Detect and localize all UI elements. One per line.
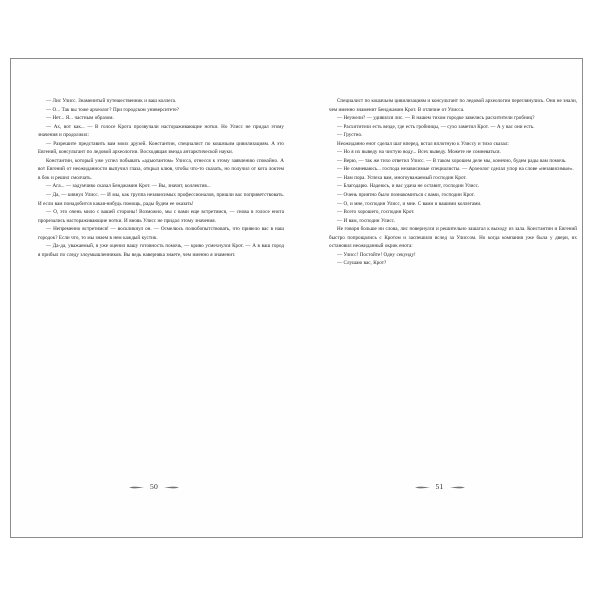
paragraph: — Улисс! Постойте! Одну секунду! bbox=[337, 251, 416, 258]
book-page-left bbox=[11, 59, 297, 537]
page-number: 51 bbox=[435, 482, 444, 492]
folio-ornament-right-icon bbox=[450, 486, 465, 489]
paragraph: — Нам пора. Успеха вам, многоуважаемый господин Крот. bbox=[337, 174, 467, 181]
paragraph: — Не сомневаюсь... господа независимые специалисты. — Археолог сделал упор на слове «независимые». bbox=[337, 166, 574, 173]
paragraph: — О, и мне, господин Улисс, и мне. С вами и вашими коллегами. bbox=[337, 200, 482, 207]
paragraph: — Разрешите представить вам моих друзей. Константин, специалист по кошачьим цивилизациям. А это Евгений, консультант по ледовой археологии. Восходящая звезда антарктической науки. bbox=[38, 140, 284, 156]
paragraph: — Очень приятно было познакомиться с вами, господин Крот. bbox=[337, 192, 475, 199]
paragraph: Не говоря больше ни слова, лис повернулся и решительно зашагал к выходу из зала. Константин и Евгений быстро попрощались с Кротом и заспешили вслед за Улиссом. Но когда компания уже была у двери, их остановил неожиданный окрик енота: bbox=[329, 226, 577, 250]
paragraph: — Лис Улисс. Знаменитый путешественник и ваш коллега. bbox=[46, 98, 177, 104]
paragraph: Специалист по кошачьим цивилизациям и консультант по ледовой археологии переглянулись. Они не знали, чем именно знаменит Бенджамин Крот. В отличие от Улисса. bbox=[329, 98, 577, 113]
paragraph: — Всего хорошего, господин Крот. bbox=[337, 209, 415, 216]
paragraph: — Но я их выведу на чистую воду... Всех выведу. Можете не сомневаться. bbox=[337, 149, 501, 156]
folio-ornament-left-icon bbox=[129, 486, 144, 489]
paragraph: Неожиданно енот сделал шаг вперед, встал вплотную к Улиссу и тихо сказал: bbox=[337, 140, 509, 147]
folio-right bbox=[297, 483, 582, 491]
paragraph: — И вам, господин Улисс. bbox=[337, 217, 396, 224]
paragraph: — Ах, вот как... — В голосе Крота прозвучали настораживающие нотки. Но Улисс не придал этому значения и продолжил: bbox=[38, 123, 284, 139]
page-number: 50 bbox=[150, 482, 158, 492]
right-page-text-column bbox=[329, 97, 577, 268]
paragraph: — Неужели? — удивился лис. — В нашем тихом городке завелись расхитители гробниц? bbox=[337, 115, 535, 122]
paragraph: — Расхитители есть везде, где есть гробницы, — сухо заметил Крот. — А у вас они есть. bbox=[337, 123, 535, 130]
paragraph: — Да, — кивнул Улисс. — И мы, как группа независимых профессионалов, пришли вас поприветствовать. И если вам понадобится какая-нибудь помощь, рады будем ее оказать! bbox=[38, 192, 284, 207]
paragraph: — Грустно. bbox=[337, 132, 363, 139]
folio-left bbox=[11, 483, 297, 491]
left-page-text-column bbox=[38, 97, 284, 259]
paragraph: — Ага... — задумчиво сказал Бенджамин Крот. — Вы, значит, коллектив... bbox=[46, 183, 211, 190]
folio-ornament-left-icon bbox=[415, 486, 430, 489]
paragraph: — Слушаю вас, Крот? bbox=[337, 260, 387, 267]
paragraph: — О, это очень мило с вашей стороны! Возможно, мы с вами еще встретимся, — снова в голосе енота прорезались настораживающие нотки. И вновь Улисс не придал этому значения. bbox=[38, 209, 284, 224]
paragraph: — Благодарю. Надеюсь, и вас удача не оставит, господин Улисс. bbox=[337, 183, 480, 190]
paragraph: — О... Так вы тоже археолог? При городском университете? bbox=[46, 106, 179, 113]
paragraph: — Непременно встретимся! — воскликнул он. — Осмелюсь полюбопытствовать, что привело вас в наш городок? Если что, то мы знаем в нем каждый кустик. bbox=[38, 226, 284, 241]
book-page-right bbox=[297, 59, 582, 537]
paragraph: Константин, который уже успел побывать «адъютантом» Улисса, отнесся к этому заявлению спокойно. А вот Евгений от неожиданности выпучил глаза, открыл клюв, чтобы что-то сказать, но получил от кота локтем в бок и решил смолчать. bbox=[38, 157, 284, 181]
folio-ornament-right-icon bbox=[164, 486, 179, 489]
paragraph: — Верю, — так же тихо ответил Улисс. — В таком хорошем деле мы, конечно, будем рады вам помочь. bbox=[337, 157, 567, 164]
open-book-spread bbox=[10, 58, 583, 538]
paragraph: — Да-да, уважаемый, я уже оценил вашу готовность помочь, — криво усмехнулся Крот. — А в ваш город я прибыл по следу злоумышленников. Вы ведь наверняка знаете, чем именно я знаменит. bbox=[38, 243, 284, 258]
paragraph: — Нет... Я... частным образом. bbox=[46, 115, 114, 122]
